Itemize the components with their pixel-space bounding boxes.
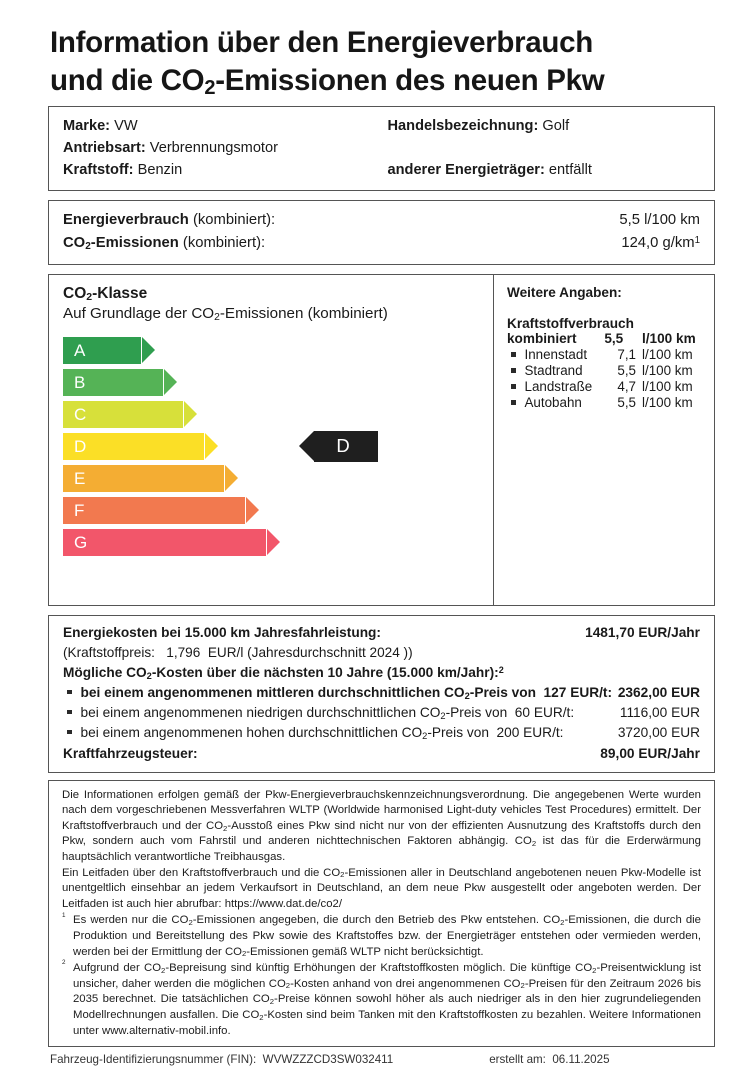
co2-costs-heading: Mögliche $CO_2$-Kosten über die nächsten 10 Jahre (15.000 km/Jahr):$^2$ (63, 664, 504, 682)
co2-class-row-c (63, 401, 266, 429)
bullet-icon (511, 400, 516, 405)
page-title-line2: und die $CO_2$-Emissionen des neuen Pkw (50, 63, 605, 100)
fuel-item-label: Innenstadt (524, 346, 588, 362)
bullet-icon (67, 690, 72, 695)
further-details-heading: Weitere Angaben: (507, 284, 622, 300)
energieverbrauch-value: 5,5 l/100 km (619, 212, 700, 229)
co2-class-arrow-f (63, 497, 245, 525)
legal-notice-box (48, 780, 715, 1048)
energieverbrauch-label: Energieverbrauch (kombiniert): (63, 212, 276, 229)
spacer (0, 265, 753, 274)
footnote-1 (62, 913, 701, 960)
fuel-items-list (507, 347, 704, 410)
page-title (0, 0, 753, 106)
marke-row (63, 115, 382, 137)
anderer-energietraeger-row (388, 159, 701, 181)
co2-cost-description: bei einem angenommenen hohen durchschnittlichen $CO_2$-Preis von 200 EUR/t: (63, 723, 563, 743)
created-label: erstellt am: (489, 1053, 546, 1067)
co2-subscript: 2 (269, 997, 275, 1007)
co2-class-arrow-g (63, 529, 266, 557)
co2-subscript: 2 (146, 671, 152, 682)
bullet-icon (511, 384, 516, 389)
fuel-item-label: Stadtrand (524, 362, 583, 378)
footnote-2-marker: 2 (62, 959, 66, 967)
fuel-item-value: 5,5 (617, 362, 636, 378)
bullet-icon (67, 710, 72, 715)
antriebsart-row (63, 137, 382, 159)
co2-cost-amount: 2362,00 EUR (617, 685, 700, 701)
spacer (0, 191, 753, 200)
co2-class-row-e (63, 465, 266, 493)
bullet-icon (67, 730, 72, 735)
antriebsart-value: Verbrennungsmotor (149, 139, 278, 156)
co2-class-scale (63, 337, 266, 561)
fuel-combined-value: 5,5 (604, 330, 624, 346)
spacer (0, 773, 753, 780)
fuel-item-value: 7,1 (617, 346, 636, 362)
co2-class-subheading: Auf Grundlage der $CO_2$-Emissionen (kombiniert) (63, 304, 388, 324)
fuel-price-row: (Kraftstoffpreis: 1,796 EUR/l (Jahresdurchschnitt 2024 )) (63, 645, 413, 660)
co2-class-arrow-a (63, 337, 141, 365)
marke-value: VW (114, 117, 138, 134)
co2-class-arrow-e (63, 465, 224, 493)
footnote-1-marker: 1 (62, 911, 66, 919)
co2-class-panel (49, 275, 493, 605)
co2-subscript: 2 (560, 918, 565, 928)
co2-cost-description: bei einem angenommenen niedrigen durchschnittlichen $CO_2$-Preis von 60 EUR/t: (63, 703, 574, 723)
co2-cost-description: bei einem angenommenen mittleren durchschnittlichen $CO_2$-Preis von 127 EUR/t: (63, 683, 612, 703)
fuel-item-row (507, 363, 704, 378)
fuel-item-value: 5,5 (617, 394, 636, 410)
costs-box (48, 615, 715, 773)
co2-subscript: 2 (86, 291, 93, 304)
co2-subscript: 2 (464, 691, 470, 702)
co2-subscript: 2 (285, 981, 291, 991)
vehicle-spacer (388, 137, 701, 159)
kraftstoff-label: Kraftstoff: (63, 161, 134, 178)
kraftstoff-value: Benzin (137, 161, 183, 178)
page-title-line1: Information über den Energieverbrauch (50, 26, 593, 59)
fuel-item-row (507, 379, 704, 394)
fin-value: WVWZZZCD3SW032411 (262, 1053, 394, 1067)
co2-cost-amount: 1116,00 EUR (619, 705, 700, 721)
fuel-combined-row (507, 331, 704, 346)
co2-class-box (48, 274, 715, 606)
co2-cost-row (63, 683, 700, 703)
fuel-price-value: 1,796 (166, 645, 201, 660)
fuel-item-row (507, 347, 704, 362)
vehicle-tax-row (63, 744, 700, 764)
bullet-icon (511, 352, 516, 357)
energy-costs-label: Energiekosten bei 15.000 km Jahresfahrleistung: (63, 624, 381, 640)
footnote-1-text: Es werden nur die $CO_2$-Emissionen angegeben, die durch den Betrieb des Pkw entstehen. $CO_2$-Emissionen, die durch die Produktion und Bereitstellung des Pkw sowie des Kraftstoffes bzw. der Energieträger entstehen oder vermieden werden, werden bei der Ermittlung der $CO_2$-Emissionen gemäß WLTP nicht berücksichtigt. (73, 914, 701, 959)
co2-class-row-b (63, 369, 266, 397)
vehicle-left-column (63, 115, 382, 182)
fuel-combined-unit: l/100 km (642, 330, 696, 346)
co2-emissionen-label: $CO_2$-Emissionen (kombiniert): (63, 234, 266, 253)
co2-subscript: 2 (241, 949, 247, 959)
footnote-2-text: Aufgrund der $CO_2$-Bepreisung sind künftig Erhöhungen der Kraftstoffkosten möglich. Die künftige $CO_2$-Preisentwicklung ist unsicher, daher werden die möglichen $CO_2$-Kosten anhand von drei angenommenen $CO_2$-Preisen für den Zeitraum 2026 bis 2035 berechnet. Die tatsächlichen $CO_2$-Preise können sowohl höher als auch niedriger als in den hier zugrundeliegenden Modellrechnungen ausfallen. Die $CO_2$-Kosten sind beim Tanken mit den Kraftstoffkosten zu bezahlen. Weitere Informationen unter www.alternativ-mobil.info. (73, 962, 701, 1037)
co2-cost-rows (63, 683, 700, 743)
co2-subscript: 2 (592, 965, 597, 975)
antriebsart-label: Antriebsart: (63, 139, 146, 156)
created-value: 06.11.2025 (552, 1053, 610, 1067)
co2-subscript: 2 (259, 1012, 264, 1022)
co2-class-pointer: D (314, 431, 378, 462)
co2-subscript: 2 (531, 839, 537, 849)
fuel-item-label: Landstraße (524, 378, 593, 394)
footer (50, 1053, 715, 1066)
vehicle-right-column (382, 115, 701, 182)
co2-subscript: 2 (214, 312, 220, 324)
fuel-item-value: 4,7 (617, 378, 636, 394)
legal-paragraph-2: Ein Leitfaden über den Kraftstoffverbrauch und die $CO_2$-Emissionen aller in Deutschland angebotenen neuen Pkw-Modelle ist unentgeltlich einsehbar an jedem Verkaufsort in Deutschland, an dem neue Pkw ausgestellt oder angeboten werden. Der Leitfaden ist auch hier abrufbar: https://www.dat.de/co2/ (62, 866, 701, 910)
fuel-item-unit: l/100 km (642, 378, 693, 394)
co2-subscript: 2 (440, 711, 446, 722)
fuel-consumption-title: Kraftstoffverbrauch (507, 315, 634, 331)
co2-cost-amount: 3720,00 EUR (617, 725, 700, 741)
co2-class-letter-f: F (74, 500, 85, 520)
co2-class-heading: $CO_2$-Klasse (63, 284, 148, 304)
footnote-marker-2: 2 (498, 664, 504, 675)
co2-subscript: 2 (204, 77, 216, 100)
vehicle-info-box (48, 106, 715, 192)
footnote-marker-1: 1 (694, 234, 700, 246)
handelsbezeichnung-label: Handelsbezeichnung: (387, 117, 539, 134)
energy-costs-value: 1481,70 EUR/Jahr (585, 624, 700, 640)
anderer-energietraeger-value: entfällt (548, 161, 592, 178)
co2-class-letter-e: E (74, 468, 86, 488)
further-details-panel (493, 275, 714, 605)
co2-class-letter-b: B (74, 372, 86, 392)
bullet-icon (511, 368, 516, 373)
kraftstoff-row (63, 159, 382, 181)
co2-subscript: 2 (161, 965, 166, 975)
co2-class-row-g (63, 529, 266, 557)
footnote-2 (62, 961, 701, 1039)
co2-subscript: 2 (223, 823, 228, 833)
co2-class-letter-d: D (74, 436, 87, 456)
co2-subscript: 2 (340, 870, 345, 880)
anderer-energietraeger-label: anderer Energieträger: (387, 161, 545, 178)
vehicle-tax-label: Kraftfahrzeugsteuer: (63, 745, 198, 761)
fuel-item-row (507, 395, 704, 410)
co2-class-letter-c: C (74, 404, 87, 424)
handelsbezeichnung-value: Golf (542, 117, 570, 134)
fuel-item-label: Autobahn (524, 394, 582, 410)
co2-class-row-f (63, 497, 266, 525)
co2-class-arrow-b (63, 369, 163, 397)
fuel-item-unit: l/100 km (642, 394, 693, 410)
co2-class-row-d (63, 433, 266, 461)
created-row (489, 1053, 609, 1066)
co2-class-arrow-d (63, 433, 204, 461)
co2-subscript: 2 (520, 981, 525, 991)
legal-paragraph-1: Die Informationen erfolgen gemäß der Pkw-Energieverbrauchskennzeichnungsverordnung. Die angegebenen Werte wurden nach dem vorgeschriebenen Messverfahren WLTP (Worldwide harmonised Light-duty vehicles Test Procedures) ermittelt. Der Kraftstoffverbrauch und der $CO_2$-Ausstoß eines Pkw sind nicht nur von der effizienten Ausnutzung des Kraftstoffs durch den Pkw, sondern auch vom Fahrstil und anderen nichttechnischen Faktoren abhängig. $CO_2$ ist das für die Erderwärmung hauptsächlich verantwortliche Treibhausgas. (62, 788, 701, 864)
marke-label: Marke: (63, 117, 111, 134)
energieverbrauch-row (63, 209, 700, 232)
handelsbezeichnung-row (388, 115, 701, 137)
fuel-combined-label: kombiniert (507, 330, 577, 346)
vehicle-tax-value: 89,00 EUR/Jahr (600, 745, 700, 761)
co2-class-row-a (63, 337, 266, 365)
co2-cost-row (63, 703, 700, 723)
co2-class-letter-g: G (74, 532, 88, 552)
co2-emissionen-row (63, 232, 700, 255)
spacer (0, 606, 753, 615)
co2-subscript: 2 (85, 241, 91, 253)
fin-label: Fahrzeug-Identifizierungsnummer (FIN): (50, 1053, 257, 1067)
co2-subscript: 2 (422, 731, 428, 742)
co2-emissionen-value: 124,0 $g/km^1$ (621, 234, 700, 251)
co2-cost-row (63, 723, 700, 743)
co2-class-arrow-c (63, 401, 183, 429)
fin-row (50, 1053, 393, 1066)
co2-subscript: 2 (188, 918, 193, 928)
energy-costs-row (63, 623, 700, 643)
co2-class-letter-a: A (74, 340, 86, 360)
fuel-item-unit: l/100 km (642, 362, 693, 378)
consumption-box (48, 200, 715, 265)
fuel-item-unit: l/100 km (642, 346, 693, 362)
